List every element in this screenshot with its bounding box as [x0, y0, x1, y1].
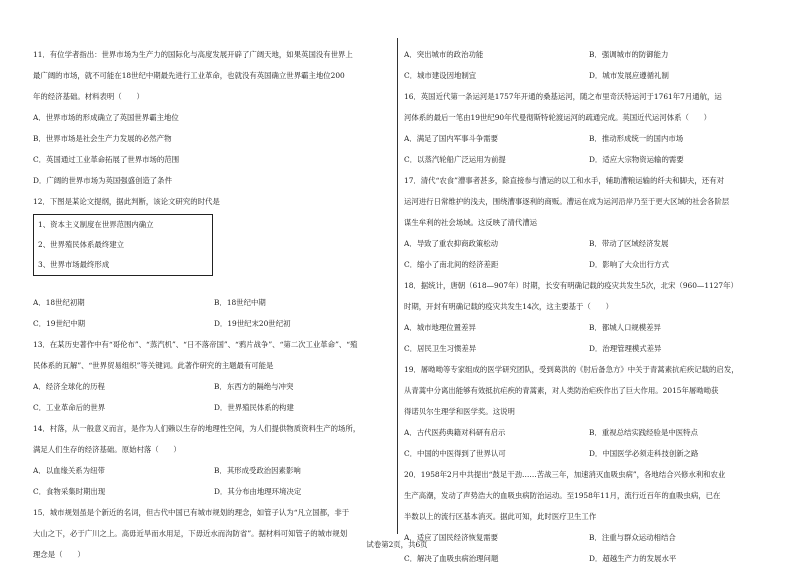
option-d[interactable]: D．治理管理模式差异: [589, 344, 662, 353]
question-15: [33, 502, 395, 565]
option-d[interactable]: D．适应大宗物资运输的需要: [589, 155, 684, 164]
question-stem: 满足人们生存的经济基础。原始村落（ ）: [33, 445, 181, 454]
option-a[interactable]: A．经济全球化的历程: [33, 382, 105, 391]
question-stem: 运河进行日常维护的浅夫，围绕漕事逐利的商贩。漕运在成为运河沿岸乃至于更大区域的社会各阶层: [404, 197, 730, 206]
option-a[interactable]: A．突出城市的政治功能: [404, 50, 484, 59]
option-a[interactable]: A．导致了重农抑商政策松动: [404, 239, 499, 248]
question-stem: 17．清代“农食”漕事者甚多，除直接参与漕运的以工和水手，辅助漕粮运输的纤夫和脚夫，还有对: [404, 176, 724, 185]
question-stem: 18．据统计，唐朝（618—907年）时期，长安有明确记载的疫灾共发生5次，北宋（960—1127年）: [404, 281, 738, 290]
question-stem: 大山之下，必于广川之上。高毋近旱而水用足，下毋近水而沟防省”。据材料可知管子的城市规划: [33, 529, 348, 538]
question-11: [33, 44, 395, 191]
option-a[interactable]: A．18世纪初期: [33, 298, 85, 307]
question-17: [404, 170, 774, 275]
question-stem: 16．英国近代第一条运河是1757年开通的桑基运河，随之布里奇沃特运河于1761年7月通航，运: [404, 92, 722, 101]
outline-item: 1、资本主义制度在世界范围内确立: [38, 220, 154, 229]
option-d[interactable]: D．19世纪末20世纪初: [214, 319, 291, 328]
option-d[interactable]: D．世界殖民体系的构建: [214, 403, 294, 412]
outline-item: 2、世界殖民体系最终建立: [38, 240, 125, 249]
column-divider: [397, 38, 398, 534]
option-b[interactable]: B．都城人口规模差异: [589, 323, 661, 332]
option-a[interactable]: A．世界市场的形成确立了英国世界霸主地位: [33, 113, 179, 122]
option-b[interactable]: B．推动形成统一的国内市场: [589, 134, 684, 143]
option-d[interactable]: D．影响了大众出行方式: [589, 260, 669, 269]
option-d[interactable]: D．中国医学必须走科技创新之路: [589, 449, 699, 458]
question-20: [404, 464, 774, 569]
option-a[interactable]: A．城市地理位置差异: [404, 323, 476, 332]
question-14: [33, 418, 395, 502]
question-stem: 民体系的瓦解”、“世界贸易组织”等关键词。此著作研究的主题最有可能是: [33, 361, 274, 370]
option-a[interactable]: A．满足了国内军事斗争需要: [404, 134, 499, 143]
option-d[interactable]: D．其分布由地理环境决定: [214, 487, 302, 496]
question-stem: 理念是（ ）: [33, 550, 85, 559]
question-stem: 时期，开封有明确记载的疫灾共发生14次，这主要基于（ ）: [404, 302, 613, 311]
option-c[interactable]: C．以蒸汽轮船广泛运用为前提: [404, 155, 506, 164]
question-16: [404, 86, 774, 170]
option-d[interactable]: D．广阔的世界市场为英国强盛创造了条件: [33, 176, 172, 185]
question-stem: 20．1958年2月中共提出“鼓足干劲……苦战三年，加速消灭血吸虫病”，各地结合兴修水利和农业: [404, 470, 726, 479]
option-c[interactable]: C．城市建设因地制宜: [404, 71, 477, 80]
page-footer: 试卷第2页，共6页: [366, 540, 428, 549]
option-c[interactable]: C．解决了血吸虫病治理问题: [404, 554, 499, 563]
option-b[interactable]: B．注重与群众运动相结合: [589, 533, 676, 542]
option-d[interactable]: D．城市发展应遵循礼制: [589, 71, 669, 80]
option-c[interactable]: C．19世纪中期: [33, 319, 86, 328]
question-stem: 12．下图是某论文提纲，据此判断，该论文研究的时代是: [33, 197, 220, 206]
question-13: [33, 334, 395, 418]
option-c[interactable]: C．缩小了南北间的经济差距: [404, 260, 499, 269]
option-d[interactable]: D．超越生产力的发展水平: [589, 554, 677, 563]
question-stem: 19．屠呦呦等专家组成的医学研究团队，受到葛洪的《肘后备急方》中关于青蒿素抗疟疾记载的启发，: [404, 365, 739, 374]
question-stem: 得诺贝尔生理学和医学奖。这说明: [404, 407, 515, 416]
option-a[interactable]: A．适应了国民经济恢复需要: [404, 533, 499, 542]
question-stem: 最广阔的市场，就不可能在18世纪中期最先进行工业革命，也就没有英国确立世界霸主地位200: [33, 71, 345, 80]
right-column: [404, 44, 774, 569]
outline-item: 3、世界市场最终形成: [38, 260, 110, 269]
question-15-options: [404, 44, 774, 86]
option-c[interactable]: C．食物采集时期出现: [33, 487, 106, 496]
option-c[interactable]: C．居民卫生习惯差异: [404, 344, 477, 353]
option-b[interactable]: B．世界市场是社会生产力发展的必然产物: [33, 134, 172, 143]
question-stem: 年的经济基础。材料表明（ ）: [33, 92, 144, 101]
option-a[interactable]: A．以血缘关系为纽带: [33, 466, 105, 475]
option-c[interactable]: C．英国通过工业革命拓展了世界市场的范围: [33, 155, 180, 164]
question-stem: 从青蒿中分离出能够有效抵抗疟疾的青蒿素，对人类防治疟疾作出了巨大作用。2015年屠呦呦获: [404, 386, 719, 395]
option-b[interactable]: B．重视总结实践经验是中医特点: [589, 428, 698, 437]
left-column: [33, 44, 395, 565]
question-stem: 15．城市规划虽是个新近的名词，但古代中国已有城市规划的理念，如管子认为“凡立国都，非于: [33, 508, 350, 517]
question-stem: 14．村落，从一般意义而言，是作为人们赖以生存的地理性空间，为人们提供物质资料生产的场所，: [33, 424, 361, 433]
question-stem: 生产高潮，发动了声势浩大的血吸虫病防治运动。至1958年11月，流行近百年的血吸虫病，已在: [404, 491, 721, 500]
question-stem: 谋生牟利的社会场域。这反映了清代漕运: [404, 218, 538, 227]
option-a[interactable]: A．古代医药典籍对科研有启示: [404, 428, 506, 437]
question-12: [33, 191, 395, 334]
question-stem: 11．有位学者指出：世界市场为生产力的国际化与高度发展开辟了广阔天地，如果英国没有世界上: [33, 50, 353, 59]
option-b[interactable]: B．东西方的隔绝与冲突: [214, 382, 294, 391]
option-c[interactable]: C．工业革命后的世界: [33, 403, 106, 412]
outline-box: [33, 214, 213, 276]
option-c[interactable]: C．中国的中医得到了世界认可: [404, 449, 506, 458]
question-stem: 河体系的最后一笔由19世纪90年代曼彻斯特轮渡运河的疏通完成。英国近代运河体系（ ）: [404, 113, 712, 122]
option-b[interactable]: B．18世纪中期: [214, 298, 266, 307]
option-b[interactable]: B．强调城市的防御能力: [589, 50, 669, 59]
question-stem: 13．在某历史著作中有“哥伦布”、“蒸汽机”、“日不落帝国”、“鸦片战争”、“第二次工业革命”、“殖: [33, 340, 358, 349]
question-stem: 半数以上的流行区基本消灭。据此可知，此时医疗卫生工作: [404, 512, 597, 521]
question-19: [404, 359, 774, 464]
option-b[interactable]: B．带动了区域经济发展: [589, 239, 669, 248]
question-18: [404, 275, 774, 359]
option-b[interactable]: B．其形成受政治因素影响: [214, 466, 301, 475]
